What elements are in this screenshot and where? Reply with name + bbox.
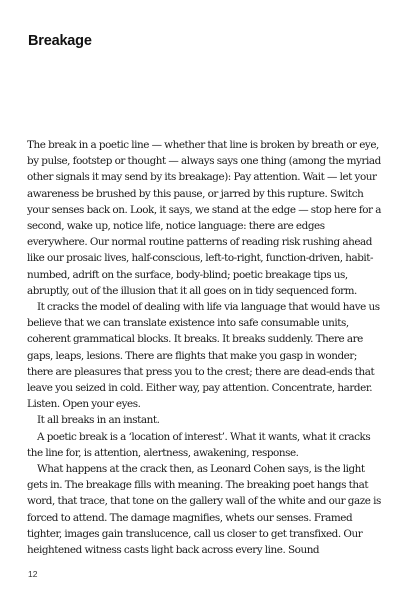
paragraph: What happens at the crack then, as Leonard Cohen says, is the light gets in. The breakage fills with meaning. The breaking poet hangs that word, that trace, that tone on the gallery wall of the white and our gaze is forced to attend. The damage magnifies, whets our senses. Framed tighter, images gain translucence, call us closer to get transfixed. Our heightened witness casts light back across every line. Sound xyxy=(27,463,381,557)
chapter-title: Breakage xyxy=(28,33,92,49)
page-number: 12 xyxy=(28,569,38,579)
paragraph: It cracks the model of dealing with life via language that would have us believe that we can translate existence into safe consumable units, coherent grammatical blocks. It breaks. It breaks suddenly. There are gaps, leaps, lesions. There are flights that make you gasp in wonder; there are pleasures that press you to the crest; there are dead-ends that leave you seized in cold. Either way, pay attention. Concentrate, harder. Listen. Open your eyes. xyxy=(27,301,380,411)
paragraph: A poetic break is a ‘location of interest’. What it wants, what it cracks the line for, is attention, alertness, awakening, response. xyxy=(27,430,371,459)
paragraph: The break in a poetic line — whether that line is broken by breath or eye, by pulse, footstep or thought — always says one thing (among the myriad other signals it may send by its breakage): Pay attention. Wait — let your awareness be brushed by this pause, or jarred by this rupture. Switch your senses back on. Look, it says, we stand at the edge — stop here for a second, wake up, notice life, notice language: there are edges everywhere. Our normal routine patterns of reading risk rushing ahead like our prosaic lives, half-conscious, left-to-right, function-driven, habit-numbed, adrift on the surface, body-blind; poetic breakage tips us, abruptly, out of the illusion that it all goes on in tidy sequenced form. xyxy=(27,139,381,297)
body-text xyxy=(27,137,384,558)
paragraph: It all breaks in an instant. xyxy=(37,414,160,427)
